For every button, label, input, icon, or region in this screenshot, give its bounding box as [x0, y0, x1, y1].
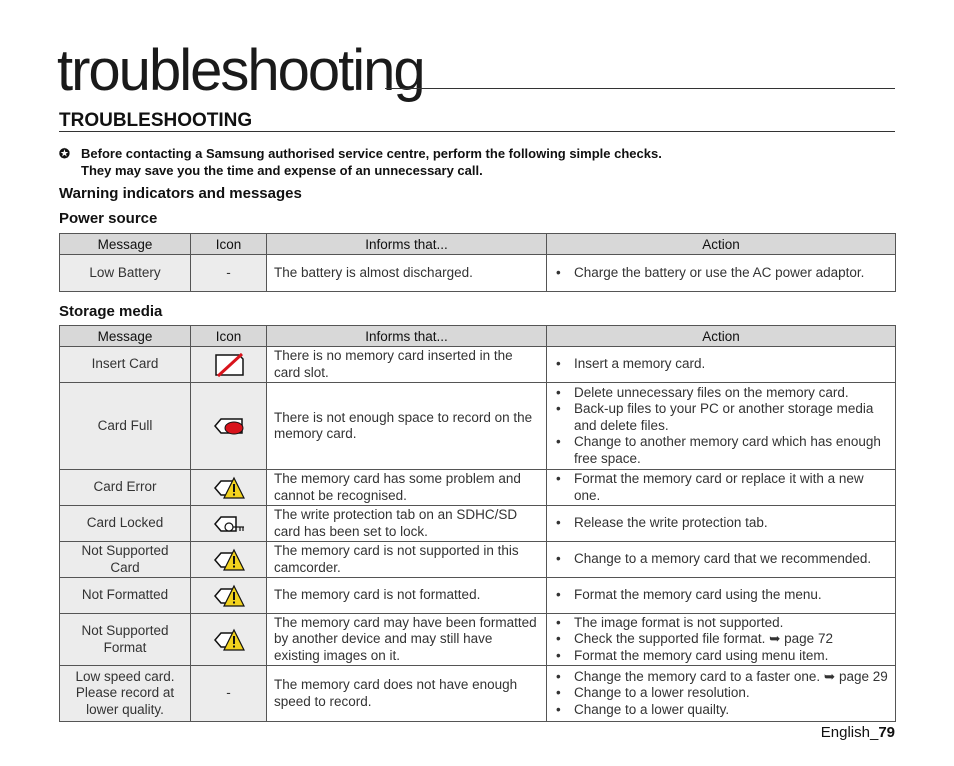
- icon-cell: [191, 470, 267, 506]
- col-message: Message: [60, 234, 191, 255]
- page-title: troubleshooting: [57, 38, 424, 103]
- action-item: • Change to another memory card which has enough free space.: [566, 434, 888, 467]
- action-cell: [547, 255, 896, 292]
- table-row: [60, 347, 896, 383]
- message-cell: Not Supported Format: [60, 614, 191, 666]
- message-cell: Not Supported Card: [60, 542, 191, 578]
- message-cell: Card Locked: [60, 506, 191, 542]
- message-cell: Low speed card. Please record at lower quality.: [60, 666, 191, 722]
- card-locked-icon: [212, 515, 246, 530]
- icon-cell: [191, 347, 267, 383]
- icon-cell: [191, 506, 267, 542]
- action-cell: [547, 470, 896, 506]
- card-warning-icon: [212, 631, 246, 646]
- action-cell: [547, 347, 896, 383]
- col-icon: Icon: [191, 234, 267, 255]
- informs-cell: The memory card may have been formatted by another device and may still have existing images on it.: [267, 614, 547, 666]
- table-row: [60, 470, 896, 506]
- informs-cell: The memory card does not have enough speed to record.: [267, 666, 547, 722]
- action-item: • Change to a memory card that we recommended.: [566, 551, 888, 568]
- table-row: [60, 578, 896, 614]
- action-cell: [547, 578, 896, 614]
- informs-cell: The memory card is not supported in this camcorder.: [267, 542, 547, 578]
- action-item: • Charge the battery or use the AC power adaptor.: [566, 265, 888, 282]
- note-bullet-icon: ✪: [59, 146, 70, 161]
- footer-language: English_: [820, 724, 879, 741]
- action-item: • Check the supported file format. ➥ page 72: [566, 631, 888, 648]
- table-row: [60, 383, 896, 470]
- title-rule: [385, 88, 895, 89]
- informs-cell: There is no memory card inserted in the card slot.: [267, 347, 547, 383]
- col-action: Action: [547, 326, 896, 347]
- action-item: • Release the write protection tab.: [566, 515, 888, 532]
- note-line-2: They may save you the time and expense of an unnecessary call.: [81, 163, 483, 178]
- col-icon: Icon: [191, 326, 267, 347]
- section-rule: [59, 131, 895, 132]
- action-item: • Back-up files to your PC or another storage media and delete files.: [566, 401, 888, 434]
- subheading-warning: Warning indicators and messages: [59, 185, 302, 202]
- icon-cell: [191, 614, 267, 666]
- table-row: [60, 542, 896, 578]
- icon-cell: [191, 383, 267, 470]
- message-cell: Card Error: [60, 470, 191, 506]
- message-cell: Low Battery: [60, 255, 191, 292]
- action-item: • Insert a memory card.: [566, 356, 888, 373]
- message-cell: Insert Card: [60, 347, 191, 383]
- informs-cell: The battery is almost discharged.: [267, 255, 547, 292]
- message-cell: Card Full: [60, 383, 191, 470]
- col-action: Action: [547, 234, 896, 255]
- subheading-storage: Storage media: [59, 303, 163, 320]
- action-item: • Change the memory card to a faster one. ➥ page 29: [566, 669, 888, 686]
- note: [59, 145, 662, 179]
- action-item: • Delete unnecessary files on the memory card.: [566, 385, 888, 402]
- action-cell: [547, 506, 896, 542]
- informs-cell: The write protection tab on an SDHC/SD card has been set to lock.: [267, 506, 547, 542]
- table-row: [60, 666, 896, 722]
- col-informs: Informs that...: [267, 234, 547, 255]
- card-warning-icon: [212, 551, 246, 566]
- table-row: [60, 506, 896, 542]
- section-title: TROUBLESHOOTING: [59, 110, 253, 131]
- page-number: 79: [878, 724, 895, 741]
- action-cell: [547, 614, 896, 666]
- card-warning-icon: [212, 587, 246, 602]
- action-item: • Format the memory card or replace it with a new one.: [566, 471, 888, 504]
- informs-cell: The memory card is not formatted.: [267, 578, 547, 614]
- no-card-icon: [212, 356, 246, 371]
- informs-cell: The memory card has some problem and cannot be recognised.: [267, 470, 547, 506]
- action-item: • The image format is not supported.: [566, 615, 888, 632]
- message-cell: Not Formatted: [60, 578, 191, 614]
- icon-cell: [191, 578, 267, 614]
- card-warning-icon: [212, 479, 246, 494]
- page-footer: [821, 724, 895, 741]
- action-item: • Change to a lower quailty.: [566, 702, 888, 719]
- power-source-table: [59, 233, 896, 292]
- table-row: [60, 614, 896, 666]
- action-item: • Format the memory card using the menu.: [566, 587, 888, 604]
- table-row: [60, 255, 896, 292]
- action-item: • Format the memory card using menu item.: [566, 648, 888, 665]
- col-informs: Informs that...: [267, 326, 547, 347]
- icon-cell: [191, 542, 267, 578]
- subheading-power: Power source: [59, 210, 158, 227]
- icon-cell: -: [191, 666, 267, 722]
- informs-cell: There is not enough space to record on the memory card.: [267, 383, 547, 470]
- action-cell: [547, 666, 896, 722]
- storage-media-table: [59, 325, 896, 722]
- action-cell: [547, 383, 896, 470]
- action-item: • Change to a lower resolution.: [566, 685, 888, 702]
- col-message: Message: [60, 326, 191, 347]
- icon-cell: -: [191, 255, 267, 292]
- note-line-1: Before contacting a Samsung authorised service centre, perform the following simple checks.: [81, 146, 662, 161]
- action-cell: [547, 542, 896, 578]
- card-full-icon: [212, 418, 246, 433]
